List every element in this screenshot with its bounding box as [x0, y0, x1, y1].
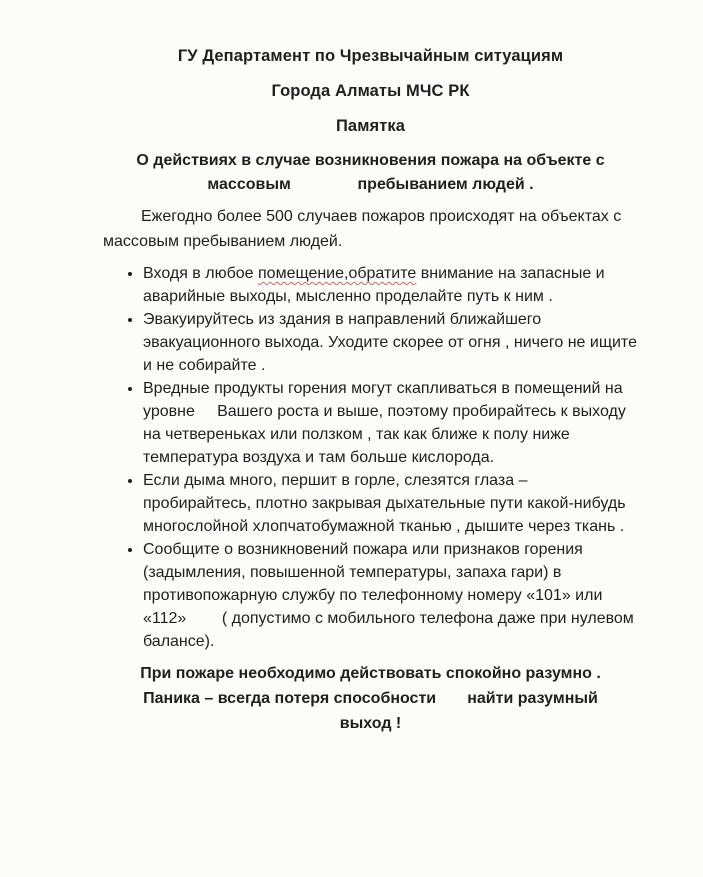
org-name-line-2: Города Алматы МЧС РК: [271, 82, 470, 100]
closing-line-2: Паника – всегда потеря способности найти разумный: [143, 690, 598, 707]
closing-statement: [103, 661, 638, 736]
spellchecked-text: помещение,обратите: [258, 265, 417, 282]
closing-line-3: выход !: [339, 715, 402, 732]
list-item-text-pre: Входя в любое: [143, 265, 258, 282]
memo-label: Памятка: [335, 117, 406, 135]
intro-paragraph: Ежегодно более 500 случаев пожаров происходят на объектах с массовым пребыванием людей.: [103, 208, 626, 250]
fire-safety-instructions-list: [103, 262, 642, 653]
list-item-breathing-cloth: • Если дыма много, першит в горле, слезятся глаза – пробирайтесь, плотно закрывая дыхательные пути какой-нибудь многослойной хлопчатобумажной тканью , дышите через ткань .: [143, 469, 638, 538]
closing-line-1: При пожаре необходимо действовать спокойно разумно .: [140, 665, 601, 682]
memo-title-line-1: О действиях в случае возникновения пожара на объекте с: [136, 152, 605, 169]
list-item-evacuate: • Эвакуируйтесь из здания в направлений ближайшего эвакуационного выхода. Уходите скорее от огня , ничего не ищите и не собирайте .: [143, 308, 638, 377]
org-name-line-1: ГУ Департамент по Чрезвычайным ситуациям: [177, 47, 564, 65]
list-item-call-101-112: • Сообщите о возникновений пожара или признаков горения (задымления, повышенной температуры, запаха гари) в противопожарную службу по телефонному номеру «101» или «112» ( допустимо с мобильного телефона даже при нулевом балансе).: [143, 538, 638, 653]
list-item-text-post: внимание на запасные и аварийные выходы, мысленно проделайте путь к ним .: [143, 265, 610, 305]
memo-title-line-2: массовым пребыванием людей .: [207, 176, 534, 193]
document-body: [103, 44, 642, 736]
list-item-entrances-exits: [143, 262, 638, 308]
memo-title: [103, 149, 638, 197]
list-item-smoke-crawl: • Вредные продукты горения могут скапливаться в помещений на уровне Вашего роста и выше, поэтому пробирайтесь к выходу на четвереньках или ползком , так как ближе к полу ниже температура воздуха и там больше кислорода.: [143, 377, 638, 469]
